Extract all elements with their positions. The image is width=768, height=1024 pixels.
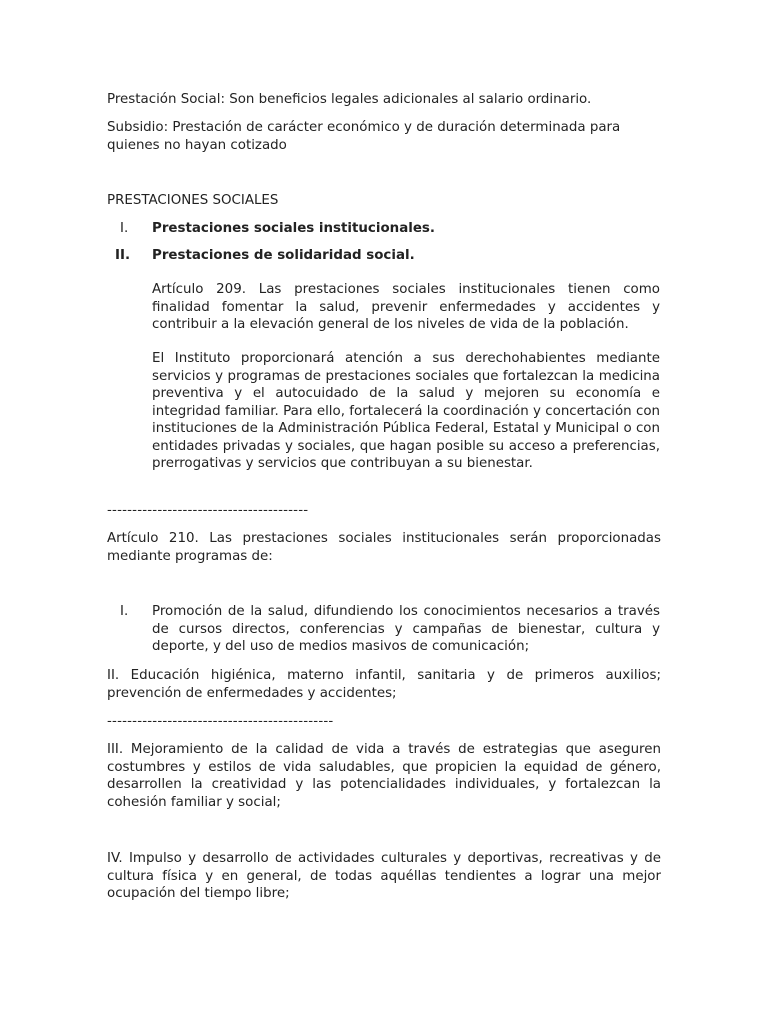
divider-line: ---------------------------------------- xyxy=(107,503,309,518)
list-label: Prestaciones sociales institucionales. xyxy=(152,221,435,236)
list-item-type-1 xyxy=(107,220,661,238)
definition-subsidio: Subsidio: Prestación de carácter económico y de duración determinada para quienes no hayan cotizado xyxy=(107,120,621,153)
article-209-paragraph-2: El Instituto proporcionará atención a sus derechohabientes mediante servicios y programas de prestaciones sociales que fortalezcan la medicina preventiva y el autocuidado de la salud y mejoren su economía e integridad familiar. Para ello, fortalecerá la coordinación y concertación con instituciones de la Administración Pública Federal, Estatal y Municipal o con entidades privadas y sociales, que hagan posible su acceso a preferencias, prerrogativas y servicios que contribuyan a su bienestar. xyxy=(152,351,660,471)
article-210-item-3: III. Mejoramiento de la calidad de vida a través de estrategias que aseguren costumbres y estilos de vida saludables, que propicien la equidad de género, desarrollen la creatividad y las potencialidades individuales, y fortalezcan la cohesión familiar y social; xyxy=(107,742,661,810)
list-item-type-2 xyxy=(107,247,661,265)
article-210-item-2: II. Educación higiénica, materno infantil, sanitaria y de primeros auxilios; prevención de enfermedades y accidentes; xyxy=(107,668,661,701)
article-209-paragraph-1: Artículo 209. Las prestaciones sociales institucionales tienen como finalidad fomentar la salud, prevenir enfermedades y accidentes y contribuir a la elevación general de los niveles de vida de la población. xyxy=(152,282,660,332)
article-210-intro: Artículo 210. Las prestaciones sociales institucionales serán proporcionadas mediante programas de: xyxy=(107,531,661,564)
item-text: Promoción de la salud, difundiendo los conocimientos necesarios a través de cursos directos, conferencias y campañas de bienestar, cultura y deporte, y del uso de medios masivos de comunicación; xyxy=(152,604,660,654)
article-210-item-4: IV. Impulso y desarrollo de actividades culturales y deportivas, recreativas y de cultura física y en general, de todas aquéllas tendientes a lograr una mejor ocupación del tiempo libre; xyxy=(107,851,661,901)
item-number: I. xyxy=(120,604,129,619)
list-label: Prestaciones de solidaridad social. xyxy=(152,248,415,263)
section-heading: PRESTACIONES SOCIALES xyxy=(107,193,279,208)
divider-line: --------------------------------------------- xyxy=(107,714,334,729)
list-number: I. xyxy=(120,221,129,236)
list-number: II. xyxy=(115,248,131,263)
definition-prestacion-social: Prestación Social: Son beneficios legales adicionales al salario ordinario. xyxy=(107,92,592,107)
